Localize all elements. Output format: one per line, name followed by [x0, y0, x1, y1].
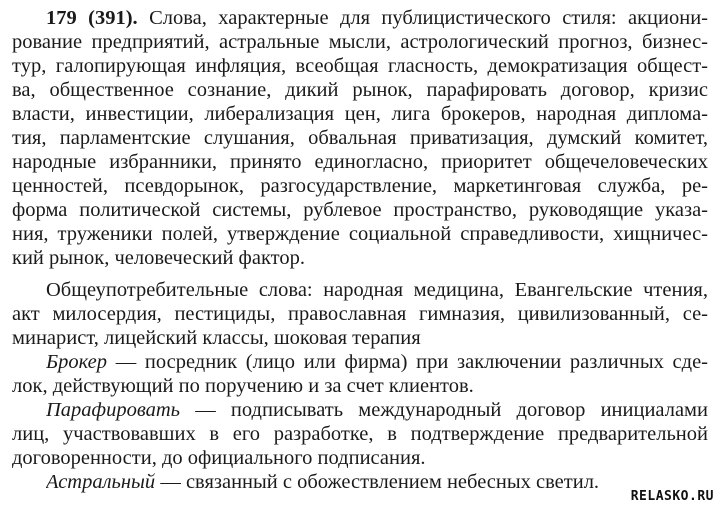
common-words-line: Общеупотребительные слова: народная медицина, Евангельские чтения, [46, 279, 708, 301]
intro-line: рование предприятий, астральные мысли, астрологический прогноз, бизнес- [12, 31, 708, 53]
intro-line: ния, труженики полей, утверждение социальной справедливости, хищничес- [12, 223, 708, 245]
definition-text: — подписывать международный договор инициалами [180, 399, 708, 421]
site-watermark: RELASKO.RU [630, 489, 714, 504]
intro-line: ценностей, псевдорынок, разгосударствление, маркетинговая служба, ре- [12, 175, 708, 197]
definition-broker [46, 350, 708, 374]
definition-line: лок, действующий по поручению и за счет клиентов. [12, 375, 474, 397]
common-words-line: минарист, лицейский классы, шоковая терапия [12, 327, 421, 349]
intro-line: форма политической системы, рублевое пространство, руководящие указа- [12, 199, 708, 221]
definition-astralny [46, 470, 708, 494]
exercise-number: 179 (391). [46, 7, 138, 29]
intro-line: тур, галопирующая инфляция, всеобщая гласность, демократизация общест- [12, 55, 708, 77]
intro-line: Слова, характерные для публицистического стиля: акциони- [149, 7, 708, 29]
definition-text: — связанный с обожествлением небесных светил. [155, 471, 600, 493]
definition-term: Астральный [46, 471, 156, 493]
exercise-first-line [46, 6, 708, 30]
definition-parafirovat [46, 398, 708, 422]
intro-line: тия, парламентские слушания, обвальная приватизация, думский комитет, [12, 127, 708, 149]
intro-line: ва, общественное сознание, дикий рынок, парафировать договор, кризис [12, 79, 708, 101]
definition-term: Парафировать [46, 399, 181, 421]
intro-line: власти, инвестиции, либерализация цен, лига брокеров, народная диплома- [12, 103, 708, 125]
common-words-line: акт милосердия, пестициды, православная гимназия, цивилизованный, се- [12, 303, 708, 325]
definition-text: — посредник (лицо или фирма) при заключении различных сде- [107, 351, 708, 373]
definition-term: Брокер [46, 351, 108, 373]
definition-line: лиц, участвовавших в его разработке, в подтверждение предварительной [12, 423, 708, 445]
intro-line: кий рынок, человеческий фактор. [12, 247, 305, 269]
definition-line: договоренности, до официального подписания. [12, 447, 426, 469]
intro-line: народные избранники, принято единогласно, приоритет общечеловеческих [12, 151, 708, 173]
